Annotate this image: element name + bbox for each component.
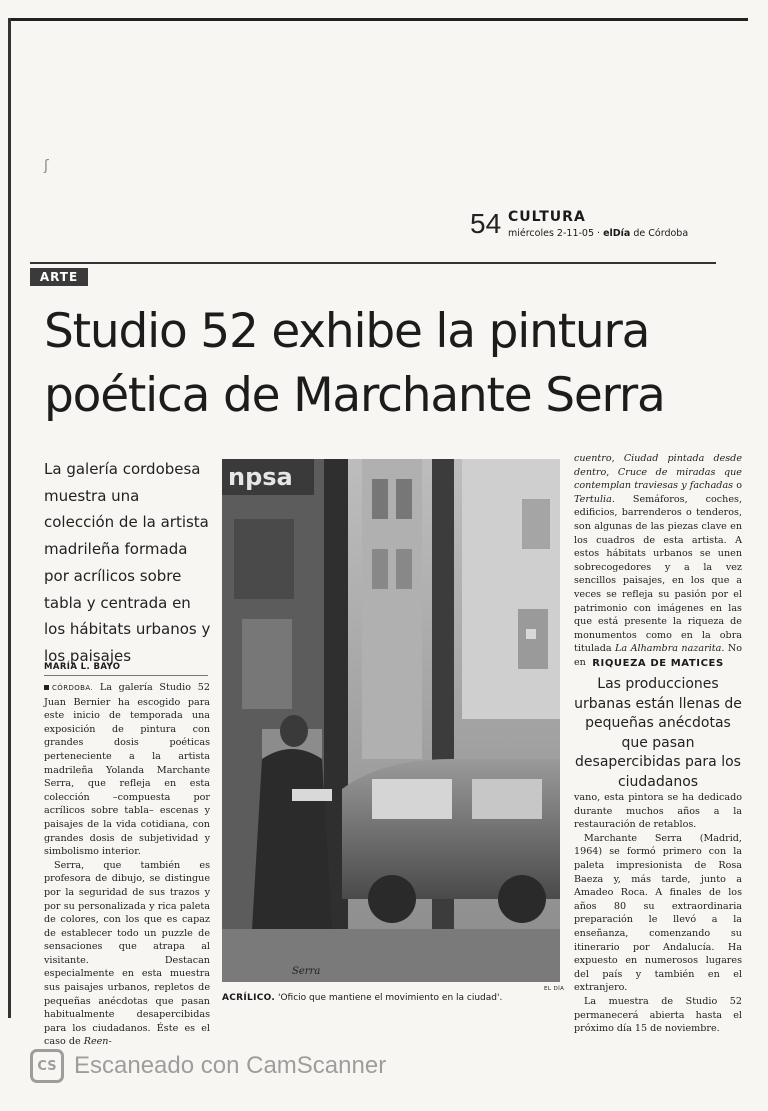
artwork-title: Cruce de miradas que contemplan traviesas y fachadas (574, 466, 742, 492)
paragraph-2-text: Serra, que también es profesora de dibujo, se distingue por la seguridad de sus trazos y por su personalizada y rica paleta de colores, con los que es capaz de establecer todo un puzzle de sensaciones que atrapa al visitante. Destacan especialmente en esta muestra sus paisajes urbanos, repletos de pequeñas anécdotas que pasan habitualmente desapercibidas para los ciudadanos. Éste es el caso de (44, 859, 210, 1048)
caption-text: 'Oficio que mantiene el movimiento en la ciudad'. (275, 993, 503, 1003)
car-window (472, 779, 542, 819)
header-rule (30, 262, 716, 264)
scan-speck: ʃ (44, 158, 49, 174)
car-wheel (368, 875, 416, 923)
headline (44, 300, 724, 428)
section-label: CULTURA (508, 209, 586, 225)
building-middle (362, 459, 422, 759)
window (372, 479, 388, 519)
body-paragraph-4: vano, esta pintora se ha dedicado durante muchos años a la restauración de retablos. (574, 792, 742, 831)
body-column-right-top (574, 452, 742, 670)
window (396, 479, 412, 519)
window (372, 549, 388, 589)
paper-city: de Córdoba (630, 228, 689, 239)
painter-signature: Serra (292, 966, 321, 977)
square-bullet-icon (44, 685, 49, 690)
text-run: , (606, 466, 618, 478)
body-paragraph-1 (44, 681, 210, 859)
section-tag: ARTE (30, 268, 88, 286)
photo-caption (222, 993, 552, 1003)
pull-quote: Las producciones urbanas están llenas de pequeñas anécdotas que pasan desapercibidas para los ciudadanos (574, 676, 742, 790)
window (234, 519, 294, 599)
headline-line-1: Studio 52 exhibe la pintura (44, 304, 650, 359)
page-edge-left (8, 18, 11, 1018)
figure-body (252, 749, 332, 929)
text-run: o (733, 480, 742, 492)
body-column-left (44, 681, 210, 1049)
building-right (462, 459, 560, 719)
artwork-title: Ciudad pintada desde dentro (574, 453, 743, 478)
page-number: 54 (470, 208, 502, 239)
body-paragraph-5: Marchante Serra (Madrid, 1964) se formó primero con la paleta impresionista de Rosa Baeza y, más tarde, junto a Amadeo Roca. A finales de los años 80 su extraordinaria preparación le llevó a la enseñanza, comenzando su itinerario por Andalucía. Ha expuesto en numerosos lugares del país y también en el extranjero. (574, 832, 742, 994)
artwork-title: Tertulia (574, 493, 612, 505)
paper-brand: elDía (603, 228, 631, 239)
artwork-title: La Alhambra nazarita (615, 643, 722, 655)
shop-sign-text: npsa (228, 463, 293, 491)
window (396, 549, 412, 589)
broom (292, 789, 332, 801)
text-run: . No en (574, 643, 742, 668)
dateline (508, 228, 688, 239)
paragraph-1-text: La galería Studio 52 Juan Bernier ha escogido para este inicio de temporada una exposición de pintura con grandes dosis poéticas perteneciente a la artista madrileña Yolanda Marchante Serra, que refleja en esta colección –compuesta por acrílicos sobre tabla– escenas y paisajes de la vida cotidiana, con grandes dosis de subjetividad y simbolismo interior. (44, 682, 210, 858)
car-window (372, 779, 452, 819)
window (242, 619, 292, 709)
artwork-title: cuentro (574, 453, 612, 464)
figure-head (280, 715, 308, 747)
street (222, 929, 560, 982)
standfirst: La galería cordobesa muestra una colección de la artista madrileña formada por acrílicos sobre tabla y centrada en los hábitats urbanos y los paisajes (44, 460, 211, 665)
byline: MARÍA L. BAYO (44, 662, 208, 676)
window (522, 499, 550, 549)
body-paragraph-2 (44, 859, 210, 1049)
tree-trunk (432, 459, 454, 982)
page-edge-top (8, 18, 748, 21)
watermark-text: Escaneado con CamScanner (74, 1052, 387, 1079)
photo-credit: EL DÍA (544, 986, 565, 992)
headline-line-2: poética de Marchante Serra (44, 368, 665, 423)
camscanner-watermark (30, 1046, 386, 1086)
text-run: . Semáforos, coches, edificios, barrenderos o tenderos, son algunas de las piezas clave en los cuadros de esta artista. A estos hábitats urbanos se unen sobrecogedores y a la vez sencillos paisajes, en los que a veces se refleja su pasión por el patrimonio con imágenes en las que está presente la riqueza de monumentos como en la obra titulada (574, 493, 742, 655)
artwork-title: Reen- (83, 1036, 112, 1048)
camscanner-logo-icon: CS (30, 1049, 64, 1083)
dateline-separator: · (594, 228, 604, 239)
traffic-light (526, 629, 536, 639)
page-header (470, 208, 730, 248)
artwork-photo (222, 459, 560, 982)
body-paragraph-3 (574, 452, 742, 670)
dateline-place: CÓRDOBA. (52, 684, 94, 692)
issue-date: miércoles 2-11-05 (508, 228, 595, 239)
car-wheel (498, 875, 546, 923)
text-run: , (611, 453, 624, 464)
subheading: RIQUEZA DE MATICES (592, 658, 724, 669)
caption-label: ACRÍLICO. (222, 993, 276, 1003)
acrylic-painting-image (222, 459, 560, 982)
body-paragraph-6: La muestra de Studio 52 permanecerá abierta hasta el próximo día 15 de noviembre. (574, 995, 742, 1035)
body-column-right (574, 791, 742, 1036)
